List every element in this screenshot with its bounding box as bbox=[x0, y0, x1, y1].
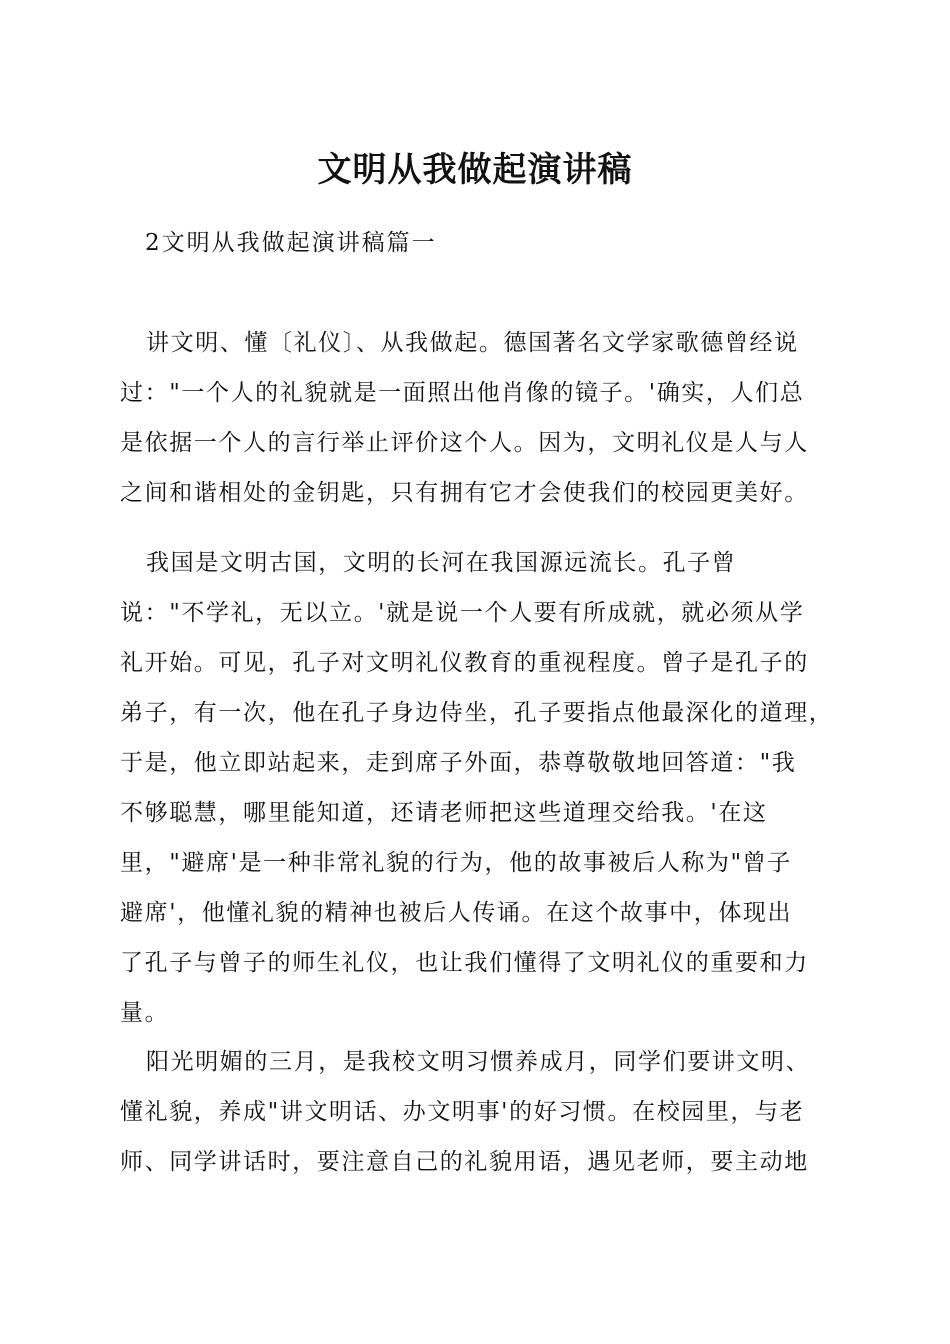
paragraph-line: 过："一个人的礼貌就是一面照出他肖像的镜子。'确实，人们总 bbox=[120, 380, 805, 406]
paragraph-line: 我国是文明古国，文明的长河在我国源远流长。孔子曾 bbox=[146, 550, 737, 576]
paragraph-line: 了孔子与曾子的师生礼仪，也让我们懂得了文明礼仪的重要和力 bbox=[120, 950, 809, 976]
paragraph-line: 礼开始。可见，孔子对文明礼仪教育的重视程度。曾子是孔子的 bbox=[120, 650, 809, 676]
document-title: 文明从我做起演讲稿 bbox=[317, 150, 633, 190]
document-subtitle: 2文明从我做起演讲稿篇一 bbox=[145, 230, 437, 256]
paragraph-line: 量。 bbox=[120, 1000, 170, 1026]
paragraph-line: 里，"避席'是一种非常礼貌的行为，他的故事被后人称为"曾子 bbox=[120, 850, 792, 876]
paragraph-line: 避席'，他懂礼貌的精神也被后人传诵。在这个故事中，体现出 bbox=[120, 900, 793, 926]
paragraph-3 bbox=[120, 1037, 840, 1187]
paragraph-2 bbox=[120, 538, 840, 1038]
paragraph-line: 之间和谐相处的金钥匙，只有拥有它才会使我们的校园更美好。 bbox=[120, 480, 809, 506]
paragraph-line: 弟子，有一次，他在孔子身边侍坐，孔子要指点他最深化的道理， bbox=[120, 700, 834, 726]
paragraph-line: 懂礼貌，养成"讲文明话、办文明事'的好习惯。在校园里，与老 bbox=[120, 1099, 805, 1125]
paragraph-line: 说："不学礼，无以立。'就是说一个人要有所成就，就必须从学 bbox=[120, 600, 805, 626]
paragraph-line: 不够聪慧，哪里能知道，还请老师把这些道理交给我。'在这 bbox=[120, 800, 768, 826]
paragraph-line: 师、同学讲话时，要注意自己的礼貌用语，遇见老师，要主动地 bbox=[120, 1149, 809, 1175]
paragraph-line: 是依据一个人的言行举止评价这个人。因为，文明礼仪是人与人 bbox=[120, 430, 809, 456]
paragraph-1 bbox=[120, 318, 840, 518]
paragraph-line: 于是，他立即站起来，走到席子外面，恭尊敬敬地回答道："我 bbox=[120, 750, 797, 776]
paragraph-line: 阳光明媚的三月，是我校文明习惯养成月，同学们要讲文明、 bbox=[146, 1049, 811, 1075]
paragraph-line: 讲文明、懂〔礼仪〕、从我做起。德国著名文学家歌德曾经说 bbox=[146, 330, 799, 356]
